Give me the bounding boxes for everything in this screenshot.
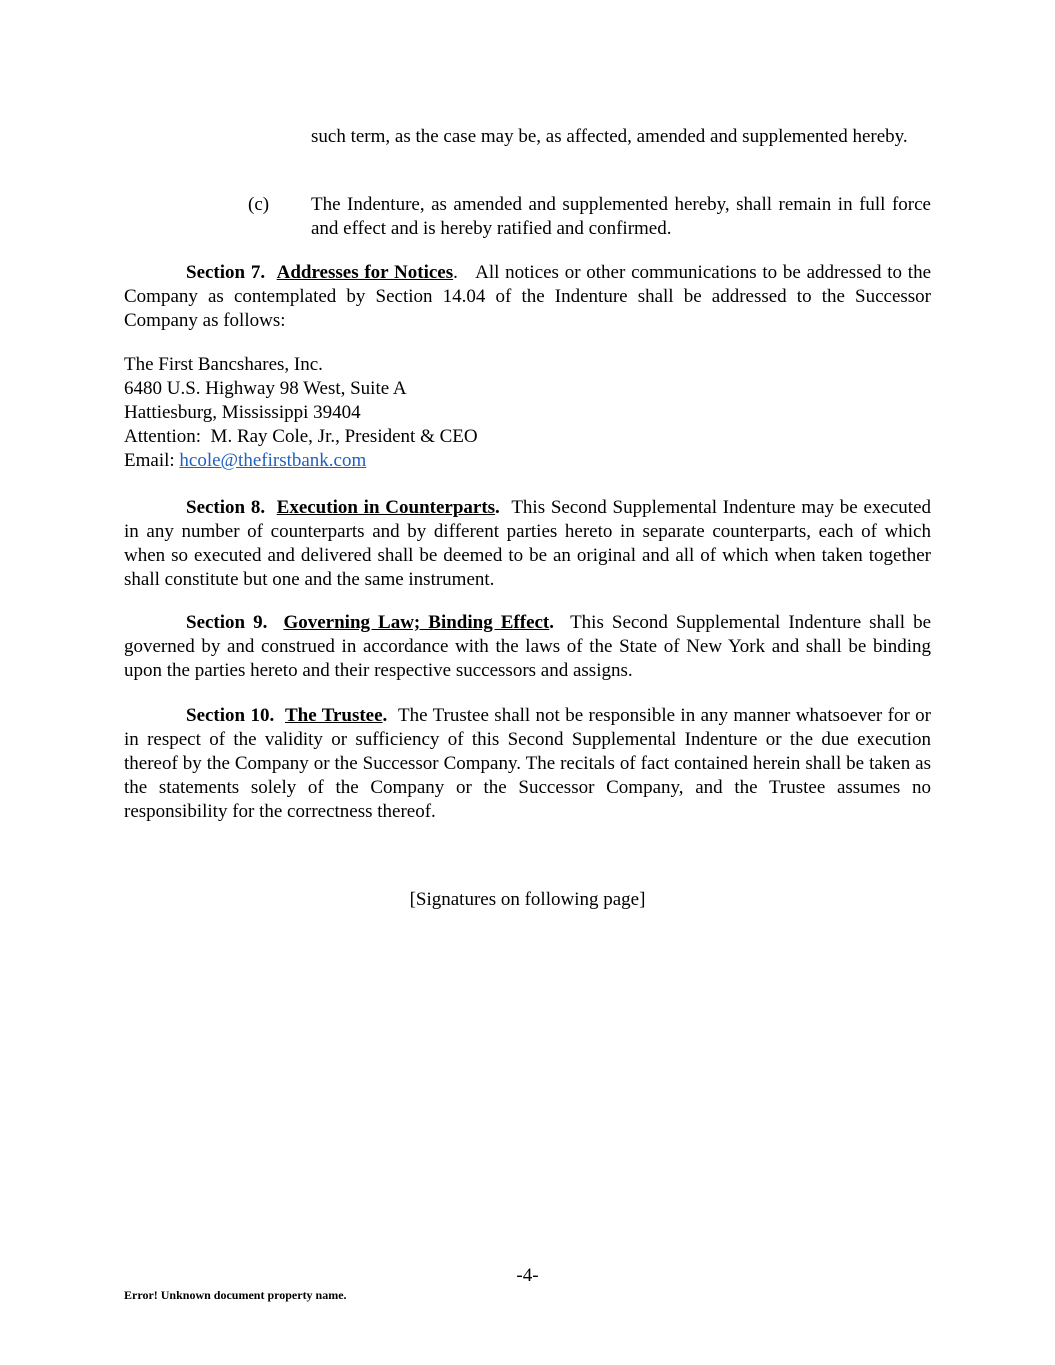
section-8-heading: Execution in Counterparts [276,497,496,518]
section-10-paragraph [124,704,931,824]
continuation-paragraph: such term, as the case may be, as affected, amended and supplemented hereby. [311,126,908,147]
section-9-heading: Governing Law; Binding Effect [283,612,550,633]
section-7-heading: Addresses for Notices [276,262,454,283]
section-9-heading-punct: . [549,612,555,633]
email-link[interactable]: hcole@thefirstbank.com [179,450,367,471]
section-8-paragraph [124,496,931,592]
address-line-street: 6480 U.S. Highway 98 West, Suite A [124,378,407,399]
section-7-body: All notices or other communications to be addressed to the Company as contemplated by Section 14.04 of the Indenture shall be addressed to the Successor Company as follows: [124,262,932,331]
address-line-email [124,449,931,473]
section-8-number: Section 8. [186,497,266,518]
address-line-company: The First Bancshares, Inc. [124,354,323,375]
section-8-body: This Second Supplemental Indenture may be executed in any number of counterparts and by different parties hereto in separate counterparts, each of which when so executed and delivered shall be deemed to be an original and all of which when taken together shall constitute but one and the same instrument. [124,497,931,590]
page-number: -4- [516,1265,539,1286]
section-8-heading-punct: . [495,497,500,518]
section-10-number: Section 10. [186,705,275,726]
item-c-paragraph: The Indenture, as amended and supplemented hereby, shall remain in full force and effect and is hereby ratified and confirmed. [311,194,931,239]
section-9-body: This Second Supplemental Indenture shall be governed by and construed in accordance with the laws of the State of New York and shall be binding upon the parties hereto and their respective successors and assigns. [124,612,932,681]
email-label: Email: [124,450,180,471]
section-9-number: Section 9. [186,612,268,633]
signatures-note: [Signatures on following page] [409,889,646,910]
section-9-paragraph [124,611,931,683]
footer-error-text: Error! Unknown document property name. [124,1288,347,1302]
notice-address-block [124,353,931,473]
section-7-heading-punct: . [453,262,458,283]
address-line-attention: Attention: M. Ray Cole, Jr., President & CEO [124,426,478,447]
section-10-heading: The Trustee [284,705,383,726]
address-line-city: Hattiesburg, Mississippi 39404 [124,402,361,423]
section-10-body: The Trustee shall not be responsible in any manner whatsoever for or in respect of the validity or sufficiency of this Second Supplemental Indenture or the due execution thereof by the Company or the Successor Company. The recitals of fact contained herein shall be taken as the statements solely of the Company or the Successor Company, and the Trustee assumes no responsibility for the correctness thereof. [124,705,931,822]
section-7-paragraph [124,261,931,333]
section-10-heading-punct: . [382,705,388,726]
section-7-number: Section 7. [186,262,266,283]
item-c-label: (c) [248,194,270,215]
